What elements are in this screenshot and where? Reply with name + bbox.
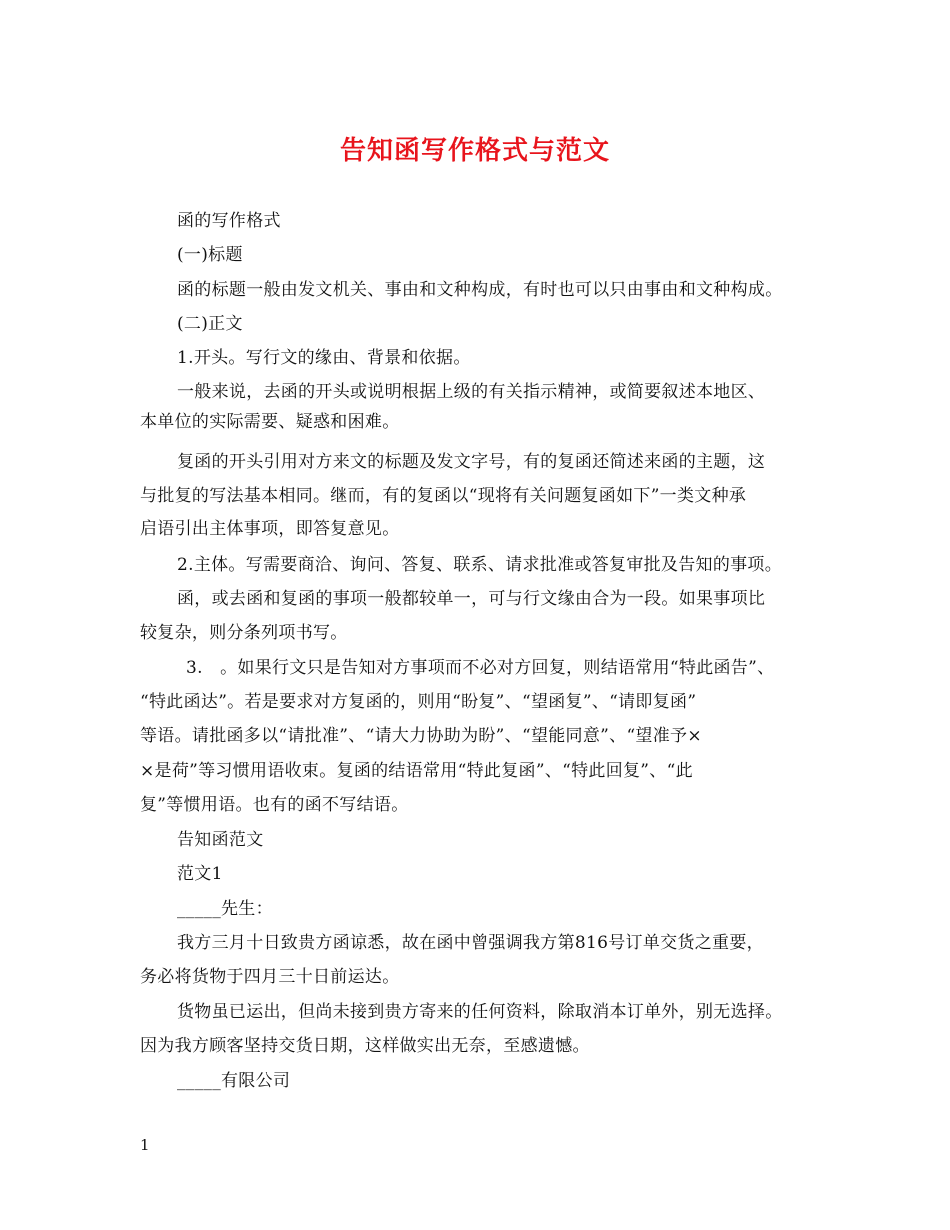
- paragraph-line: 复”等惯用语。也有的函不写结语。: [140, 795, 409, 815]
- paragraph-line: 本单位的实际需要、疑惑和困难。: [140, 412, 400, 432]
- paragraph-line: 2.主体。写需要商洽、询问、答复、联系、请求批准或答复审批及告知的事项。: [177, 555, 783, 575]
- paragraph-line: 函的标题一般由发文机关、事由和文种构成，有时也可以只由事由和文种构成。: [177, 280, 783, 300]
- document-title: 告知函写作格式与范文: [339, 136, 610, 166]
- paragraph-line: 一般来说，去函的开头或说明根据上级的有关指示精神，或简要叙述本地区、: [177, 382, 766, 402]
- subheading-title: (一)标题: [177, 245, 243, 265]
- paragraph-line: 1.开头。写行文的缘由、背景和依据。: [177, 348, 471, 368]
- paragraph-line: 货物虽已运出，但尚未接到贵方寄来的任何资料，除取消本订单外，别无选择。: [177, 1002, 783, 1022]
- paragraph-line: 我方三月十日致贵方函谅悉，故在函中曾强调我方第816号订单交货之重要，: [177, 933, 764, 953]
- paragraph-line: 启语引出主体事项，即答复意见。: [140, 519, 400, 539]
- paragraph-line: 与批复的写法基本相同。继而，有的复函以“现将有关问题复函如下”一类文种承: [140, 486, 747, 506]
- salutation: _____先生：: [177, 899, 273, 919]
- subheading-body: (二)正文: [177, 314, 243, 334]
- paragraph-line: “特此函达”。若是要求对方复函的，则用“盼复”、“望函复”、“请即复函”: [140, 692, 697, 712]
- paragraph-line: 3. 。如果行文只是告知对方事项而不必对方回复，则结语常用“特此函告”、: [186, 658, 775, 678]
- section-heading: 函的写作格式: [177, 211, 281, 231]
- signature-line: _____有限公司: [177, 1071, 291, 1091]
- paragraph-line: 函，或去函和复函的事项一般都较单一，可与行文缘由合为一段。如果事项比: [177, 589, 766, 609]
- paragraph-line: 较复杂，则分条列项书写。: [140, 623, 348, 643]
- paragraph-line: 等语。请批函多以“请批准”、“请大力协助为盼”、“望能同意”、“望准予×: [140, 726, 702, 746]
- paragraph-line: 复函的开头引用对方来文的标题及发文字号，有的复函还简述来函的主题，这: [177, 452, 766, 472]
- paragraph-line: 因为我方顾客坚持交货日期，这样做实出无奈，至感遗憾。: [140, 1036, 590, 1056]
- section-heading: 告知函范文: [177, 830, 264, 850]
- example-heading: 范文1: [177, 864, 223, 884]
- paragraph-line: 务必将货物于四月三十日前运达。: [140, 967, 400, 987]
- page-number: 1: [140, 1136, 150, 1154]
- paragraph-line: ×是荷”等习惯用语收束。复函的结语常用“特此复函”、“特此回复”、“此: [140, 761, 693, 781]
